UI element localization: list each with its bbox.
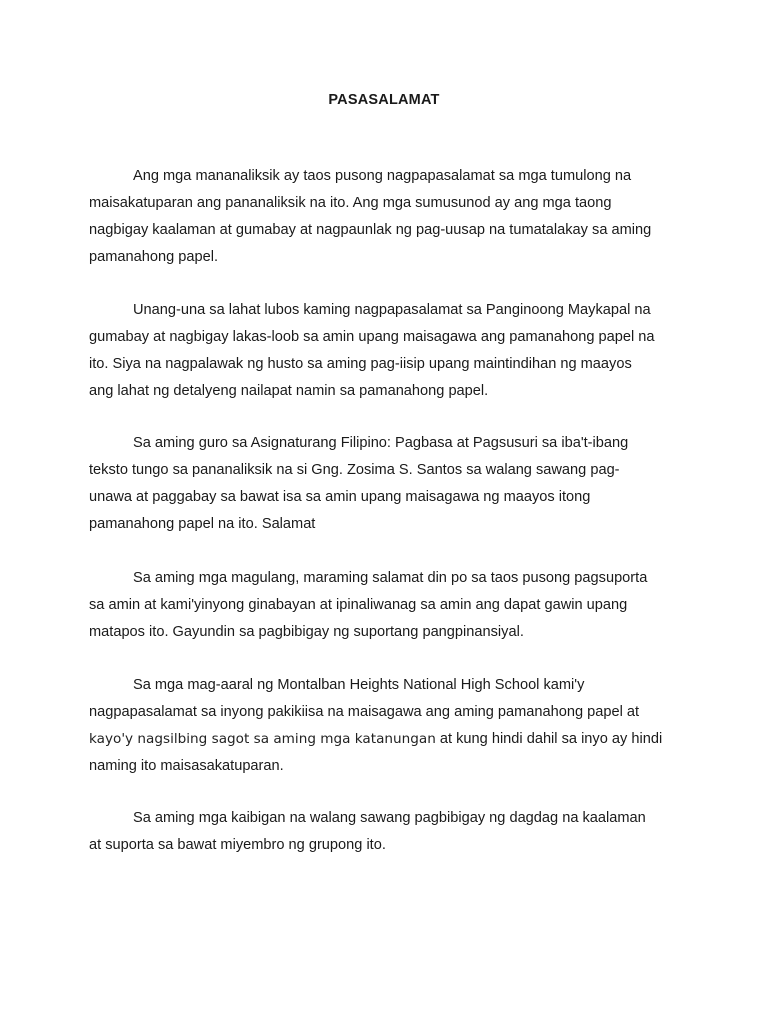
paragraph-line: sa amin at kami'yinyong ginabayan at ipinaliwanag sa amin ang dapat gawin upang	[89, 597, 628, 613]
paragraph-line: pamanahong papel.	[89, 249, 219, 265]
paragraph-4	[89, 565, 669, 646]
paragraph-3	[89, 430, 669, 538]
paragraph-line: at suporta sa bawat miyembro ng grupong ito.	[89, 837, 386, 853]
paragraph-line: matapos ito. Gayundin sa pagbibigay ng suportang pangpinansiyal.	[89, 624, 524, 640]
paragraph-5	[89, 672, 669, 780]
paragraph-line: Ang mga mananaliksik ay taos pusong nagpapasalamat sa mga tumulong na	[133, 168, 632, 184]
pasted-text-fragment: kayo'y nagsilbing sagot sa aming mga katanungan	[89, 731, 436, 747]
paragraph-line: Sa aming mga kaibigan na walang sawang pagbibigay ng dagdag na kaalaman	[133, 810, 646, 826]
paragraph-2	[89, 297, 669, 405]
paragraph-line: naming ito maisasakatuparan.	[89, 758, 284, 774]
page-title: PASASALAMAT	[328, 92, 440, 108]
paragraph-line: maisakatuparan ang pananaliksik na ito. Ang mga sumusunod ay ang mga taong	[89, 195, 612, 211]
paragraph-line: ang lahat ng detalyeng nailapat namin sa pamanahong papel.	[89, 383, 489, 399]
paragraph-line: nagbigay kaalaman at gumabay at nagpaunlak ng pag-uusap na tumatalakay sa aming	[89, 222, 652, 238]
paragraph-line: pamanahong papel na ito. Salamat	[89, 516, 316, 532]
paragraph-line: Sa mga mag-aaral ng Montalban Heights National High School kami'y	[133, 677, 585, 693]
paragraph-line: nagpapasalamat sa inyong pakikiisa na maisagawa ang aming pamanahong papel at	[89, 704, 640, 720]
paragraph-line: Sa aming mga magulang, maraming salamat din po sa taos pusong pagsuporta	[133, 570, 648, 586]
paragraph-line: teksto tungo sa pananaliksik na si Gng. Zosima S. Santos sa walang sawang pag-	[89, 462, 620, 478]
paragraph-line: Unang-una sa lahat lubos kaming nagpapasalamat sa Panginoong Maykapal na	[133, 302, 651, 318]
paragraph-mixed-line	[89, 726, 669, 753]
paragraph-line: gumabay at nagbigay lakas-loob sa amin upang maisagawa ang pamanahong papel na	[89, 329, 655, 345]
paragraph-line: unawa at paggabay sa bawat isa sa amin upang maisagawa ng maayos itong	[89, 489, 591, 505]
paragraph-text-fragment: at kung hindi dahil sa inyo ay hindi	[435, 731, 663, 747]
paragraph-line: ito. Siya na nagpalawak ng husto sa aming pag-iisip upang maintindihan ng maayos	[89, 356, 632, 372]
paragraph-6	[89, 805, 669, 859]
paragraph-line: Sa aming guro sa Asignaturang Filipino: Pagbasa at Pagsusuri sa iba't-ibang	[133, 435, 629, 451]
paragraph-1	[89, 163, 669, 271]
